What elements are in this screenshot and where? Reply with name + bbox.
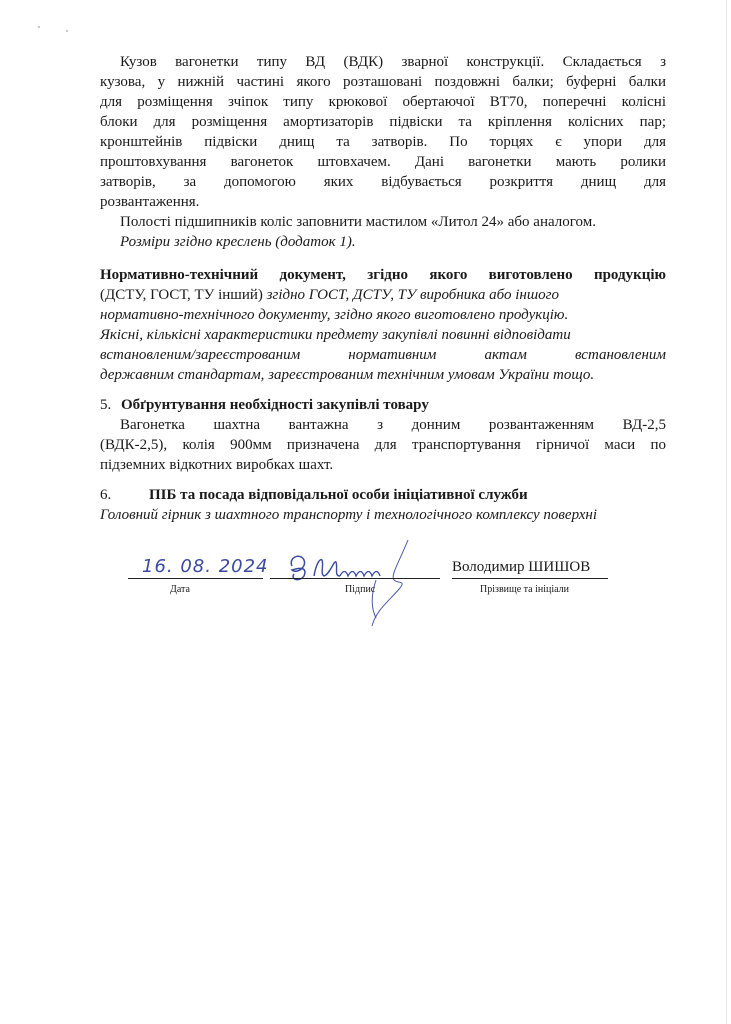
body-line: розвантаження. xyxy=(100,194,200,210)
normative-line: Якісні, кількісні характеристики предмету закупівлі повинні відповідати xyxy=(100,327,571,343)
scan-edge xyxy=(726,0,727,1024)
section-number: 6. xyxy=(100,487,112,503)
scan-speck xyxy=(38,26,40,28)
handwritten-date: 16. 08. 2024 xyxy=(142,556,269,577)
normative-line: встановленим/зареєстрованим нормативним актам встановленим xyxy=(100,347,666,363)
body-line: кузова, у нижній частині якого розташовані поздовжні балки; буферні балки xyxy=(100,74,666,90)
body-line: для розміщення зчіпок типу крюкової обертаючої ВТ70, поперечні колісні xyxy=(100,94,666,110)
scan-speck xyxy=(66,30,68,32)
body-line: (ВДК-2,5), колія 900мм призначена для транспортування гірничої маси по xyxy=(100,437,666,453)
dimensions-note: Розміри згідно креслень (додаток 1). xyxy=(120,234,356,250)
signature-underline xyxy=(270,578,440,579)
section-title: Обґрунтування необхідності закупівлі товару xyxy=(121,397,429,413)
section-5-heading xyxy=(100,396,666,415)
body-line: блоки для розміщення амортизаторів підвіски та кріплення колісних пар; xyxy=(100,114,666,130)
section-number: 5. xyxy=(100,397,112,413)
signature-block xyxy=(0,540,731,640)
normative-line: нормативно-технічного документу, згідно якого виготовлено продукцію. xyxy=(100,307,569,323)
name-caption: Прізвище та ініціали xyxy=(480,584,569,595)
lubrication-note: Полості підшипників коліс заповнити мастилом «Литол 24» або аналогом. xyxy=(120,214,596,230)
signatory-name: Володимир ШИШОВ xyxy=(452,559,591,575)
section-title: ПІБ та посада відповідальної особи ініціативної служби xyxy=(149,487,528,503)
date-caption: Дата xyxy=(170,584,190,595)
normative-basis: згідно ГОСТ, ДСТУ, ТУ виробника або іншого xyxy=(266,287,560,303)
body-line: Кузов вагонетки типу ВД (ВДК) зварної конструкції. Складається з xyxy=(120,54,666,70)
normative-heading: Нормативно-технічний документ, згідно якого виготовлено продукцію xyxy=(100,267,666,283)
body-line: проштовхування вагонеток штовхачем. Дані вагонетки мають ролики xyxy=(100,154,666,170)
responsible-position: Головний гірник з шахтного транспорту і технологічного комплексу поверхні xyxy=(100,507,598,523)
normative-line: державним стандартам, зареєстрованим технічним умовам України тощо. xyxy=(100,367,595,383)
body-line: кронштейнів підвіски днищ та затворів. По торцях є упори для xyxy=(100,134,666,150)
signature-caption: Підпис xyxy=(345,584,376,595)
body-line: підземних відкотних виробках шахт. xyxy=(100,457,334,473)
normative-types: (ДСТУ, ГОСТ, ТУ інший) xyxy=(100,287,263,303)
normative-line xyxy=(100,286,666,305)
name-underline xyxy=(452,578,608,579)
body-line: Вагонетка шахтна вантажна з донним розвантаженням ВД-2,5 xyxy=(120,417,666,433)
body-line: затворів, за допомогою яких відбувається розкриття днищ для xyxy=(100,174,666,190)
section-6-heading xyxy=(100,486,666,505)
date-underline xyxy=(128,578,263,579)
